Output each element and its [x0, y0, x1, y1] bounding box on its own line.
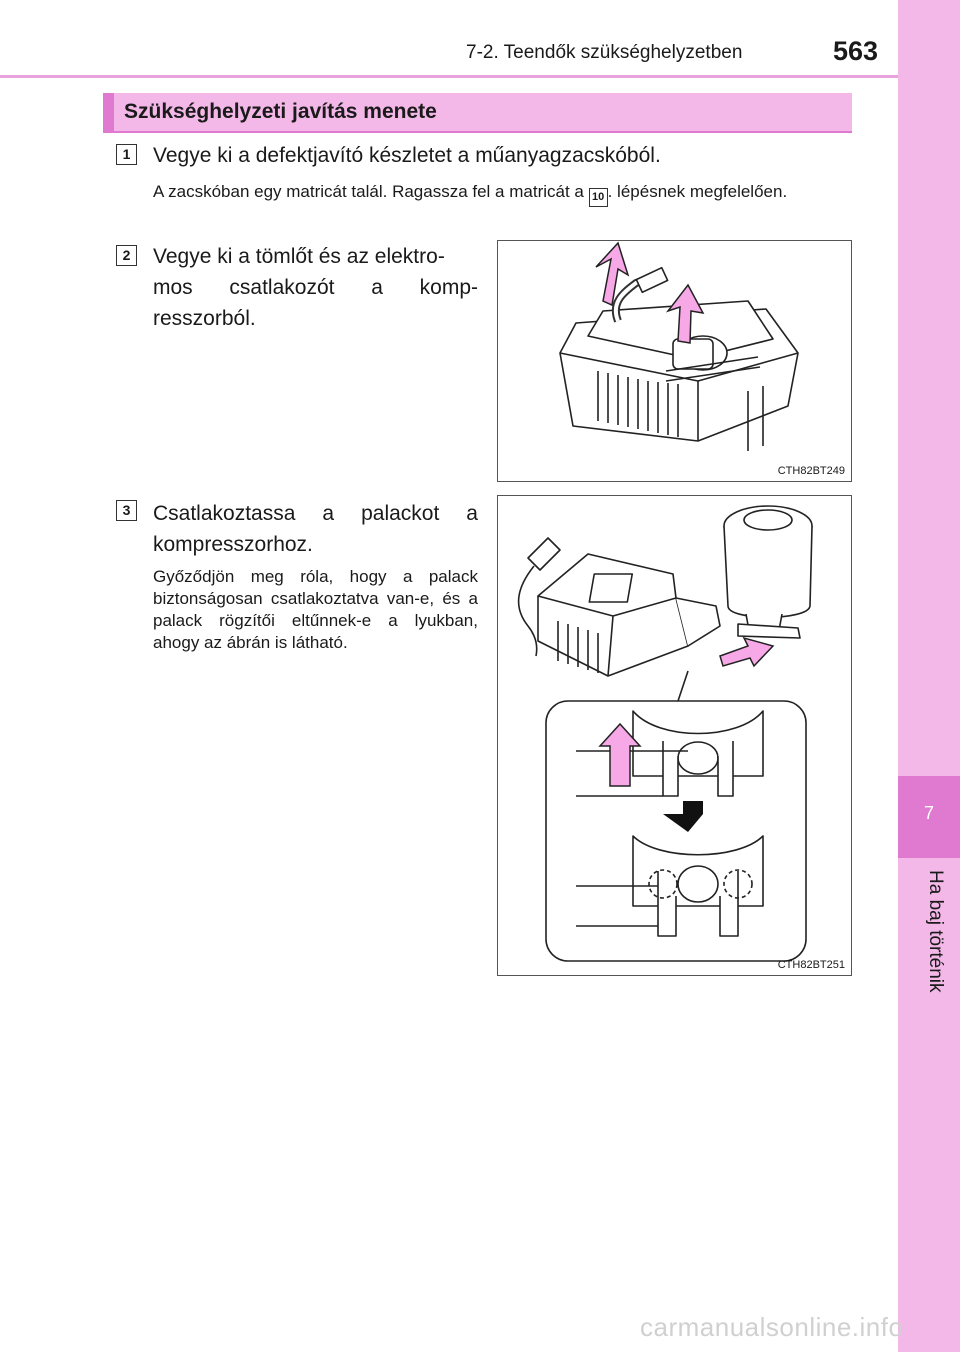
- step-number-3: 3: [116, 500, 137, 521]
- figure-bottle-connection: [497, 495, 852, 976]
- step-reference-box: 10: [589, 188, 608, 207]
- step-2-text-line: Vegye ki a tömlőt és az elektro-: [153, 245, 445, 268]
- step-3-text: [153, 498, 478, 560]
- chapter-side-tab: [898, 0, 960, 1352]
- chapter-title: Ha baj történik: [925, 870, 946, 993]
- step-1-text: Vegye ki a defektjavító készletet a műanyagzacskóból.: [153, 144, 661, 167]
- step-2-text-line: resszorból.: [153, 307, 256, 330]
- step-1-note: [153, 180, 850, 207]
- chapter-number-box: [898, 776, 960, 858]
- figure-id-label: CTH82BT251: [777, 959, 845, 971]
- step-3-text-line: kompresszorhoz.: [153, 533, 313, 556]
- step-number-2: 2: [116, 245, 137, 266]
- compressor-hose-illustration: [498, 241, 852, 482]
- figure-id-label: CTH82BT249: [777, 465, 845, 477]
- bottle-connection-illustration: [498, 496, 852, 976]
- header-title: 7-2. Teendők szükséghelyzetben: [466, 42, 743, 63]
- step-2-text: [153, 241, 478, 334]
- step-number-1: 1: [116, 144, 137, 165]
- header-rule: [0, 75, 898, 78]
- step-1-note-before: A zacskóban egy matricát talál. Ragassza fel a matricát a: [153, 182, 584, 201]
- figure-compressor-hose: [497, 240, 852, 482]
- step-3-note: Győződjön meg róla, hogy a palack biztonságosan csatlakoztatva van-e, és a palack rögzítői eltűnnek-e a lyukban, ahogy az ábrán is látható.: [153, 567, 478, 652]
- step-3-text-line: Csatlakoztassa a palackot a: [153, 502, 478, 525]
- step-2-text-line: mos csatlakozót a komp-: [153, 276, 478, 299]
- page-number: 563: [833, 36, 879, 66]
- watermark: carmanualsonline.info: [640, 1312, 904, 1342]
- step-1-note-after: . lépésnek megfelelően.: [607, 182, 788, 201]
- chapter-number: 7: [923, 803, 934, 823]
- section-heading: Szükséghelyzeti javítás menete: [103, 93, 852, 131]
- section-underline: [103, 131, 852, 133]
